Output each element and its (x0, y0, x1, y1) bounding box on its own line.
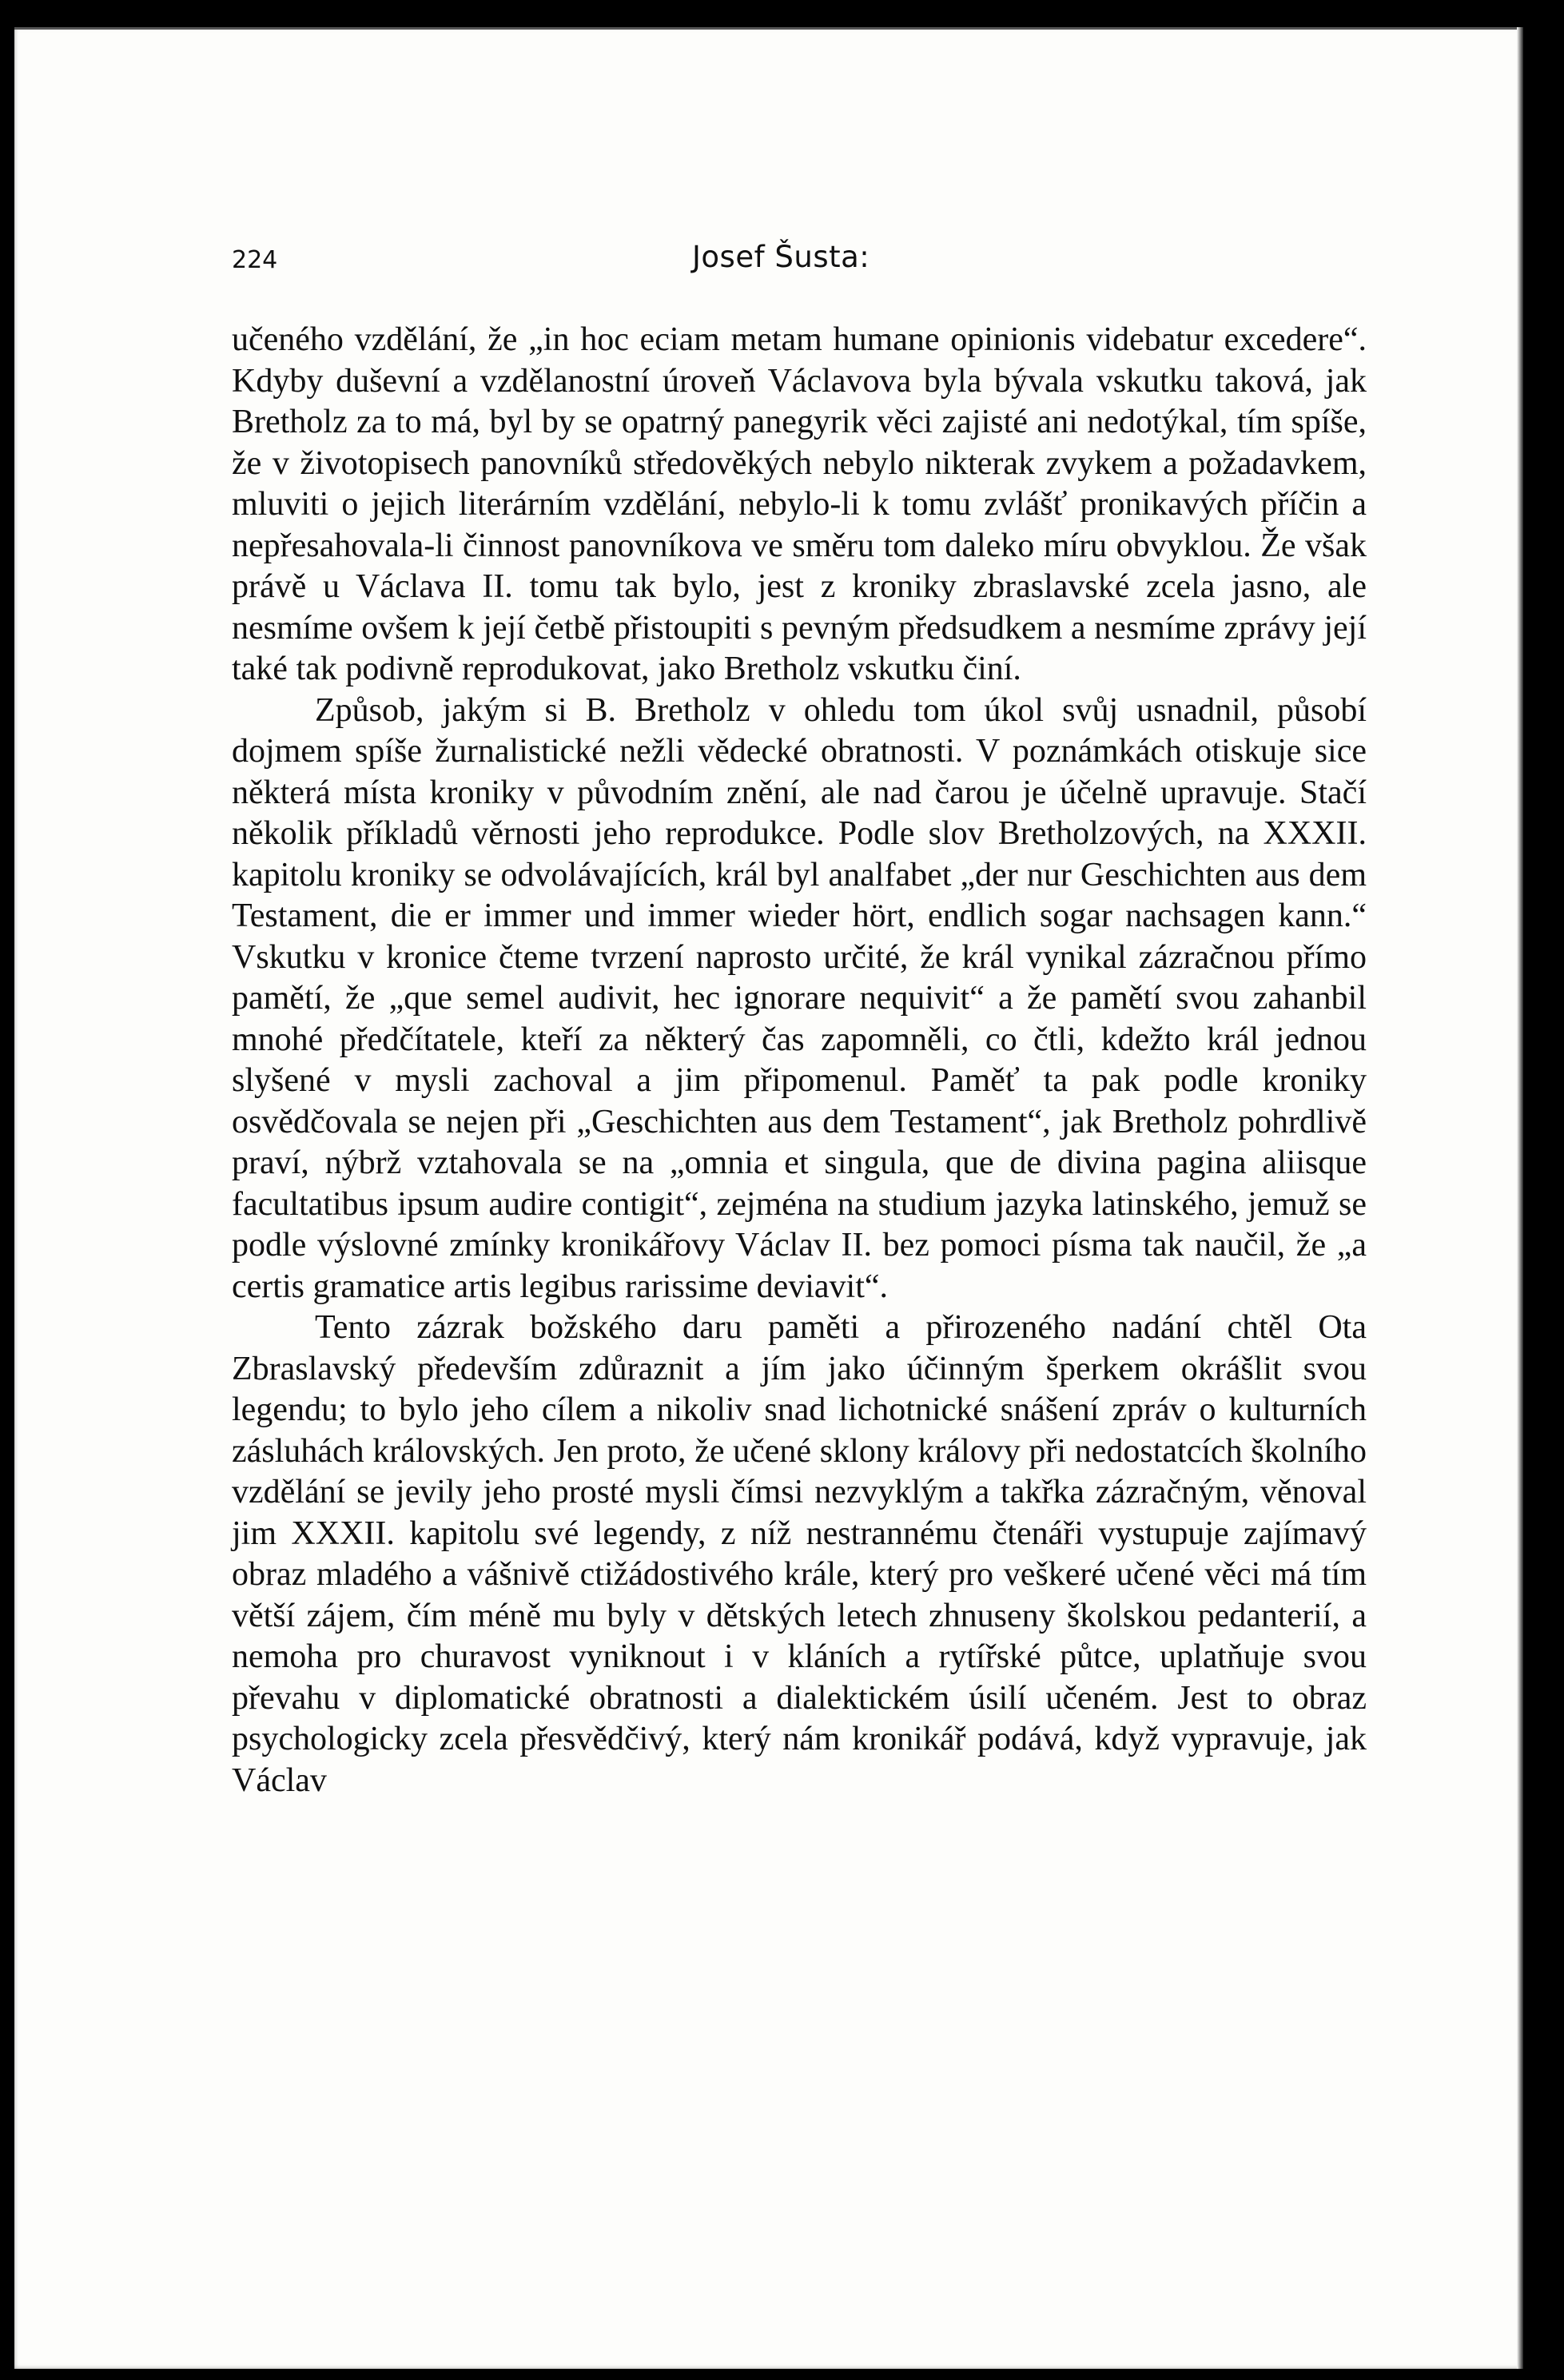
page-number: 224 (232, 246, 278, 274)
paragraph-3: Tento zázrak božského daru paměti a přirozeného nadání chtěl Ota Zbraslavský především zdůraznit a jím jako účinným šperkem okrášlit svou legendu; to bylo jeho cílem a nikoliv snad lichotnické snášení zpráv o kulturních zásluhách královských. Jen proto, že učené sklony královy při nedostatcích školního vzdělání se jevily jeho prosté mysli čímsi nezvyklým a takřka zázračným, věnoval jim XXXII. kapitolu své legendy, z níž nestrannému čtenáři vystupuje zajímavý obraz mladého a vášnivě ctižádostivého krále, který pro veškeré učené věci má tím větší zájem, čím méně mu byly v dětských letech zhnuseny školskou pedanterií, a nemoha pro churavost vyniknout i v kláních a rytířské půtce, uplatňuje svou převahu v diplomatické obratnosti a dialektickém úsilí učeném. Jest to obraz psychologicky zcela přesvědčivý, který nám kronikář podává, když vypravuje, jak Václav (232, 1309, 1367, 1799)
text-body (232, 320, 1367, 1801)
paragraph-1: učeného vzdělání, že „in hoc eciam metam humane opinionis videbatur excedere“. Kdyby duševní a vzdělanostní úroveň Václavova byla bývala vskutku taková, jak Bretholz za to má, byl by se opatrný panegyrik věci zajisté ani nedotýkal, tím spíše, že v životopisech panovníků středověkých nebylo nikterak zvykem a požadavkem, mluviti o jejich literárním vzdělání, nebylo-li k tomu zvlášť pronikavých příčin a nepřesahovala-li činnost panovníkova ve směru tom daleko míru obvyklou. Že však právě u Václava II. tomu tak bylo, jest z kroniky zbraslavské zcela jasno, ale nesmíme ovšem k její četbě přistoupiti s pevným předsudkem a nesmíme zprávy její také tak podivně reprodukovat, jako Bretholz vskutku činí. (232, 321, 1367, 687)
page-right-edge (1517, 27, 1523, 2369)
page-top-edge (14, 27, 1523, 30)
page-header (232, 240, 1367, 288)
running-title: Josef Šusta: (692, 240, 870, 274)
paragraph-2: Způsob, jakým si B. Bretholz v ohledu tom úkol svůj usnadnil, působí dojmem spíše žurnalistické nežli vědecké obratnosti. V poznámkách otiskuje sice některá místa kroniky v původním znění, ale nad čarou je účelně upravuje. Stačí několik příkladů věrnosti jeho reprodukce. Podle slov Bretholzových, na XXXII. kapitolu kroniky se odvolávajících, král byl analfabet „der nur Geschichten aus dem Testament, die er immer und immer wieder hört, endlich sogar nachsagen kann.“ Vskutku v kronice čteme tvrzení naprosto určité, že král vynikal zázračnou přímo pamětí, že „que semel audivit, hec ignorare nequivit“ a že pamětí svou zahanbil mnohé předčítatele, kteří za některý čas zapomněli, co čtli, kdežto král jednou slyšené v mysli zachoval a jim připomenul. Paměť ta pak podle kroniky osvědčovala se nejen při „Geschichten aus dem Testament“, jak Bretholz pohrdlivě praví, nýbrž vztahovala se na „omnia et singula, que de divina pagina aliisque facultatibus ipsum audire contigit“, zejména na studium jazyka latinského, jemuž se podle výslovné zmínky kronikářovy Václav II. bez pomoci písma tak naučil, že „a certis gramatice artis legibus rarissime deviavit“. (232, 691, 1367, 1305)
